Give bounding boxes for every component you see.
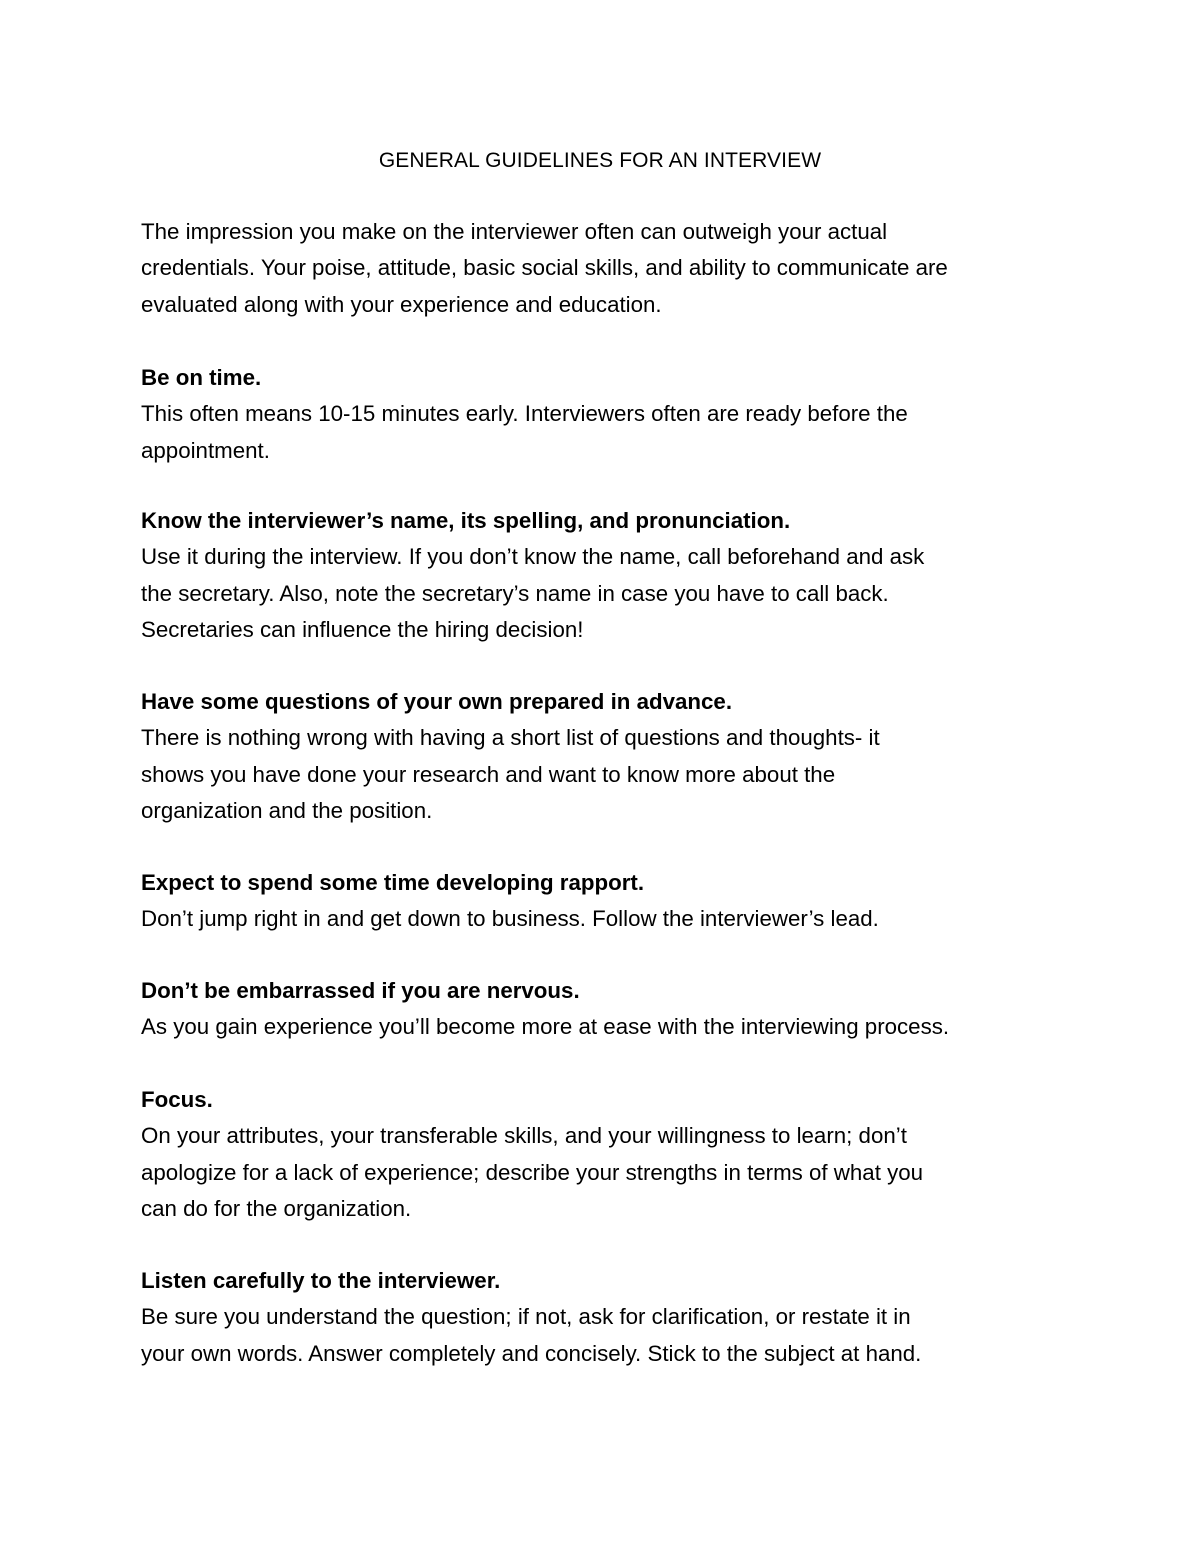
section-body-line: There is nothing wrong with having a short list of questions and thoughts- it (141, 725, 880, 751)
section-body-line: can do for the organization. (141, 1195, 412, 1221)
section-nervous (141, 973, 1071, 1046)
section-body-line: Use it during the interview. If you don’t know the name, call beforehand and ask (141, 544, 925, 570)
section-know-interviewer-name (141, 503, 1071, 648)
document-title: GENERAL GUIDELINES FOR AN INTERVIEW (378, 149, 822, 172)
section-body-line: As you gain experience you’ll become more at ease with the interviewing process. (141, 1014, 950, 1040)
section-heading: Know the interviewer’s name, its spelling, and pronunciation. (141, 508, 791, 533)
section-body-line: apologize for a lack of experience; describe your strengths in terms of what you (141, 1159, 924, 1185)
section-heading: Be on time. (141, 365, 262, 390)
section-develop-rapport (141, 865, 1071, 938)
section-listen-carefully (141, 1263, 1071, 1372)
section-heading: Expect to spend some time developing rapport. (141, 870, 645, 895)
section-body-line: This often means 10-15 minutes early. Interviewers often are ready before the (141, 401, 908, 427)
intro-paragraph (141, 214, 1071, 323)
section-prepare-questions (141, 684, 1071, 829)
section-heading: Don’t be embarrassed if you are nervous. (141, 978, 580, 1003)
intro-line: credentials. Your poise, attitude, basic social skills, and ability to communicate are (141, 255, 948, 281)
intro-line: The impression you make on the interviewer often can outweigh your actual (141, 219, 888, 244)
section-body-line: shows you have done your research and want to know more about the (141, 761, 836, 787)
section-body-line: On your attributes, your transferable skills, and your willingness to learn; don’t (141, 1123, 907, 1149)
section-body-line: the secretary. Also, note the secretary’s name in case you have to call back. (141, 580, 889, 606)
section-body-line: your own words. Answer completely and concisely. Stick to the subject at hand. (141, 1340, 922, 1366)
section-heading: Focus. (141, 1087, 213, 1112)
section-focus (141, 1082, 1071, 1227)
intro-line: evaluated along with your experience and education. (141, 291, 662, 317)
section-be-on-time (141, 360, 1071, 469)
section-body-line: Be sure you understand the question; if not, ask for clarification, or restate it in (141, 1304, 911, 1330)
section-heading: Listen carefully to the interviewer. (141, 1268, 501, 1293)
section-body-line: appointment. (141, 437, 270, 463)
section-body-line: organization and the position. (141, 797, 433, 823)
section-body-line: Secretaries can influence the hiring decision! (141, 616, 584, 642)
section-heading: Have some questions of your own prepared in advance. (141, 689, 733, 714)
section-body-line: Don’t jump right in and get down to business. Follow the interviewer’s lead. (141, 906, 879, 932)
